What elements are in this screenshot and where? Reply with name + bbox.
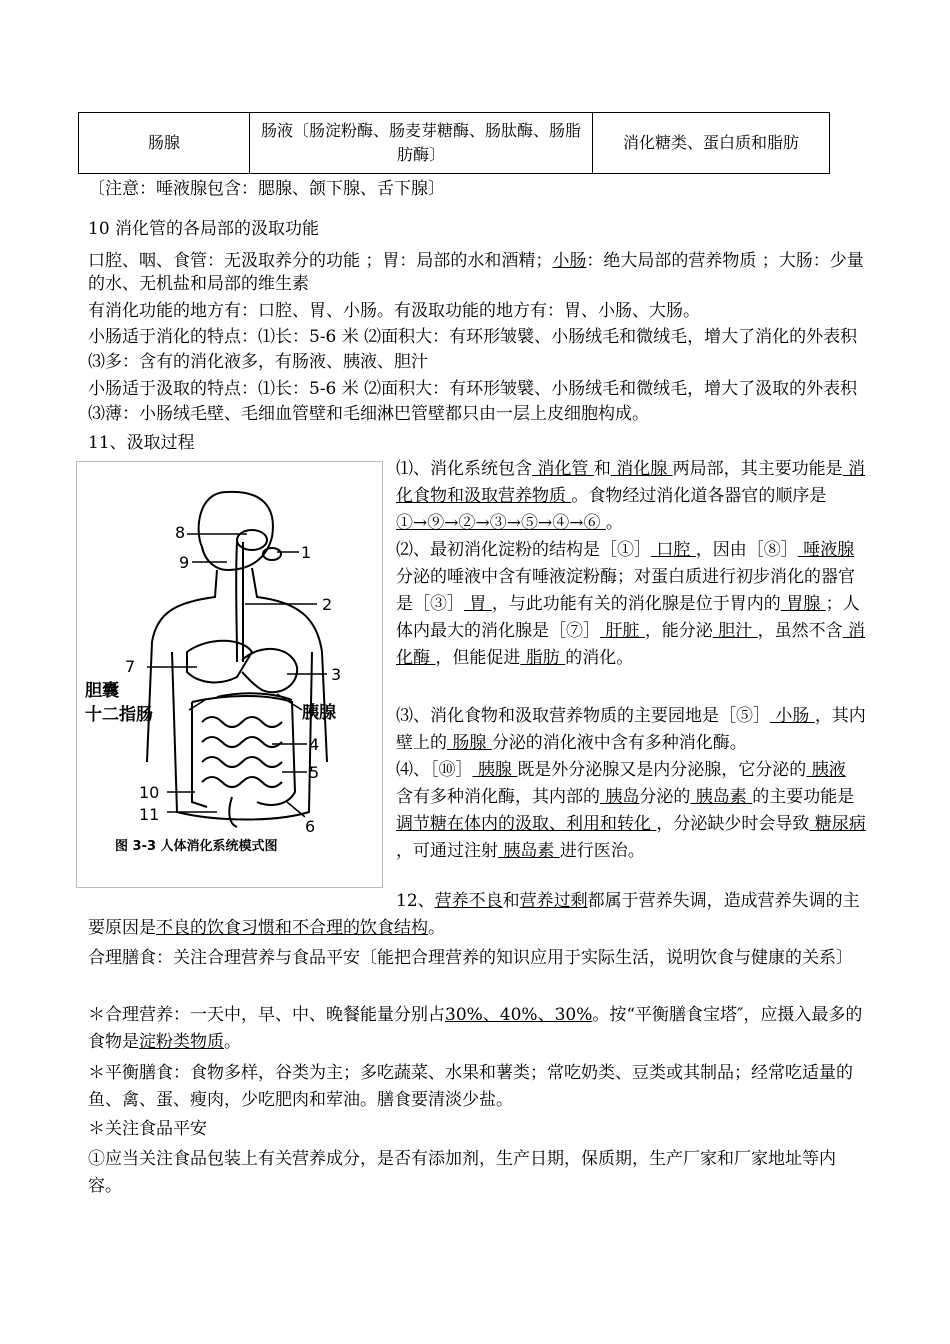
diet-para: 合理膳食：关注合理营养与食品平安〔能把合理营养的知识应用于实际生活，说明饮食与健康的关系〕	[88, 948, 853, 968]
figure-label-7: 7	[125, 657, 136, 676]
section-11-title: 11、汲取过程	[88, 433, 195, 453]
figure-caption: 图 3-3 人体消化系统模式图	[115, 839, 278, 854]
gland-table	[78, 112, 830, 174]
figure-label-3: 3	[331, 665, 342, 684]
figure-label-10: 10	[139, 783, 160, 802]
gland-name-cell: 肠腺	[79, 113, 250, 174]
figure-label-4: 4	[309, 735, 320, 754]
digestive-diagram	[77, 462, 382, 887]
paragraph-3: ⑶、消化食物和汲取营养物质的主要园地是［⑤］ 小肠 ，其内壁上的 肠腺 分泌的消化液中含有多种消化酶。	[396, 706, 866, 753]
figure-label-9: 9	[179, 553, 190, 572]
section-10-line2: 有消化功能的地方有：口腔、胃、小肠。有汲取功能的地方有：胃、小肠、大肠。	[88, 301, 700, 321]
section-10-line3: 小肠适于消化的特点：⑴长：5-6 米 ⑵面积大：有环形皱襞、小肠绒毛和微绒毛，增大了消化的外表积⑶多：含有的消化液多，有肠液、胰液、胆汁	[88, 327, 858, 372]
nutrition-para: ＊合理营养：一天中，早、中、晚餐能量分别占30%、40%、30%。按“平衡膳食宝塔″，应摄入最多的食物是淀粉类物质。	[88, 1005, 863, 1052]
figure-label-5: 5	[309, 763, 320, 782]
figure-label-pancreas: 胰腺	[302, 703, 336, 723]
paragraph-4: ⑷、［⑩］ 胰腺 既是外分泌腺又是内分泌腺，它分泌的 胰液 含有多种消化酶，其内部的 胰岛分泌的 胰岛素 的主要功能是 调节糖在体内的汲取、利用和转化 ，分泌缺少时会导致 糖尿病 ，可通过注射 胰岛素 进行医治。	[396, 760, 866, 861]
figure-label-6: 6	[305, 817, 316, 836]
figure-label-8: 8	[175, 523, 186, 542]
function-cell: 消化糖类、蛋白质和脂肪	[593, 113, 830, 174]
figure-label-11: 11	[139, 805, 160, 824]
paragraph-1: ⑴、消化系统包含 消化管 和 消化腺 两局部，其主要功能是 消化食物和汲取营养物质 。食物经过消化道各器官的顺序是 ①→⑨→②→③→⑤→④→⑥ 。	[396, 459, 866, 533]
safety-title: ＊关注食品平安	[88, 1119, 207, 1139]
paragraph-2: ⑵、最初消化淀粉的结构是［①］ 口腔 ，因由［⑧］ 唾液腺 分泌的唾液中含有唾液淀粉酶；对蛋白质进行初步消化的器官是［③］ 胃 ，与此功能有关的消化腺是位于胃内的 胃腺 ；人体内最大的消化腺是［⑦］ 肝脏 ，能分泌 胆汁 ，虽然不含 消化酶 ，但能促进 脂肪 的消化。	[396, 540, 866, 668]
secretion-cell: 肠液〔肠淀粉酶、肠麦芽糖酶、肠肽酶、肠脂肪酶〕	[250, 113, 593, 174]
figure-label-gallbladder: 胆囊	[85, 681, 119, 701]
section-12-para: 12、营养不良和营养过剩都属于营养失调，造成营养失调的主要原因是不良的饮食习惯和不合理的饮食结构。	[88, 891, 860, 938]
section-10-title: 10 消化管的各局部的汲取功能	[88, 219, 320, 239]
figure-label-2: 2	[322, 595, 333, 614]
section-10-line4: 小肠适于汲取的特点：⑴长：5-6 米 ⑵面积大：有环形皱襞、小肠绒毛和微绒毛，增大了汲取的外表积 ⑶薄：小肠绒毛壁、毛细血管壁和毛细淋巴管壁都只由一层上皮细胞构成。	[88, 379, 858, 424]
figure-label-1: 1	[301, 543, 312, 562]
table-row	[79, 113, 830, 174]
section-10-line1: 口腔、咽、食管：无汲取养分的功能 ；胃：局部的水和酒精；小肠：绝大局部的营养物质 ；大肠：少量的水、无机盐和局部的维生素	[88, 251, 864, 294]
balance-para: ＊平衡膳食：食物多样，谷类为主；多吃蔬菜、水果和薯类；常吃奶类、豆类或其制品；经常吃适量的鱼、禽、蛋、瘦肉，少吃肥肉和荤油。膳食要清淡少盐。	[88, 1063, 853, 1110]
safety-item-1: ①应当关注食品包装上有关营养成分，是否有添加剂，生产日期，保质期，生产厂家和厂家地址等内容。	[88, 1149, 836, 1196]
figure-label-duodenum: 十二指肠	[85, 705, 153, 725]
note-line: 〔注意：唾液腺包含：腮腺、颌下腺、舌下腺〕	[88, 179, 445, 199]
digestive-system-figure	[76, 461, 383, 888]
underlined-term: 小肠	[552, 251, 587, 271]
